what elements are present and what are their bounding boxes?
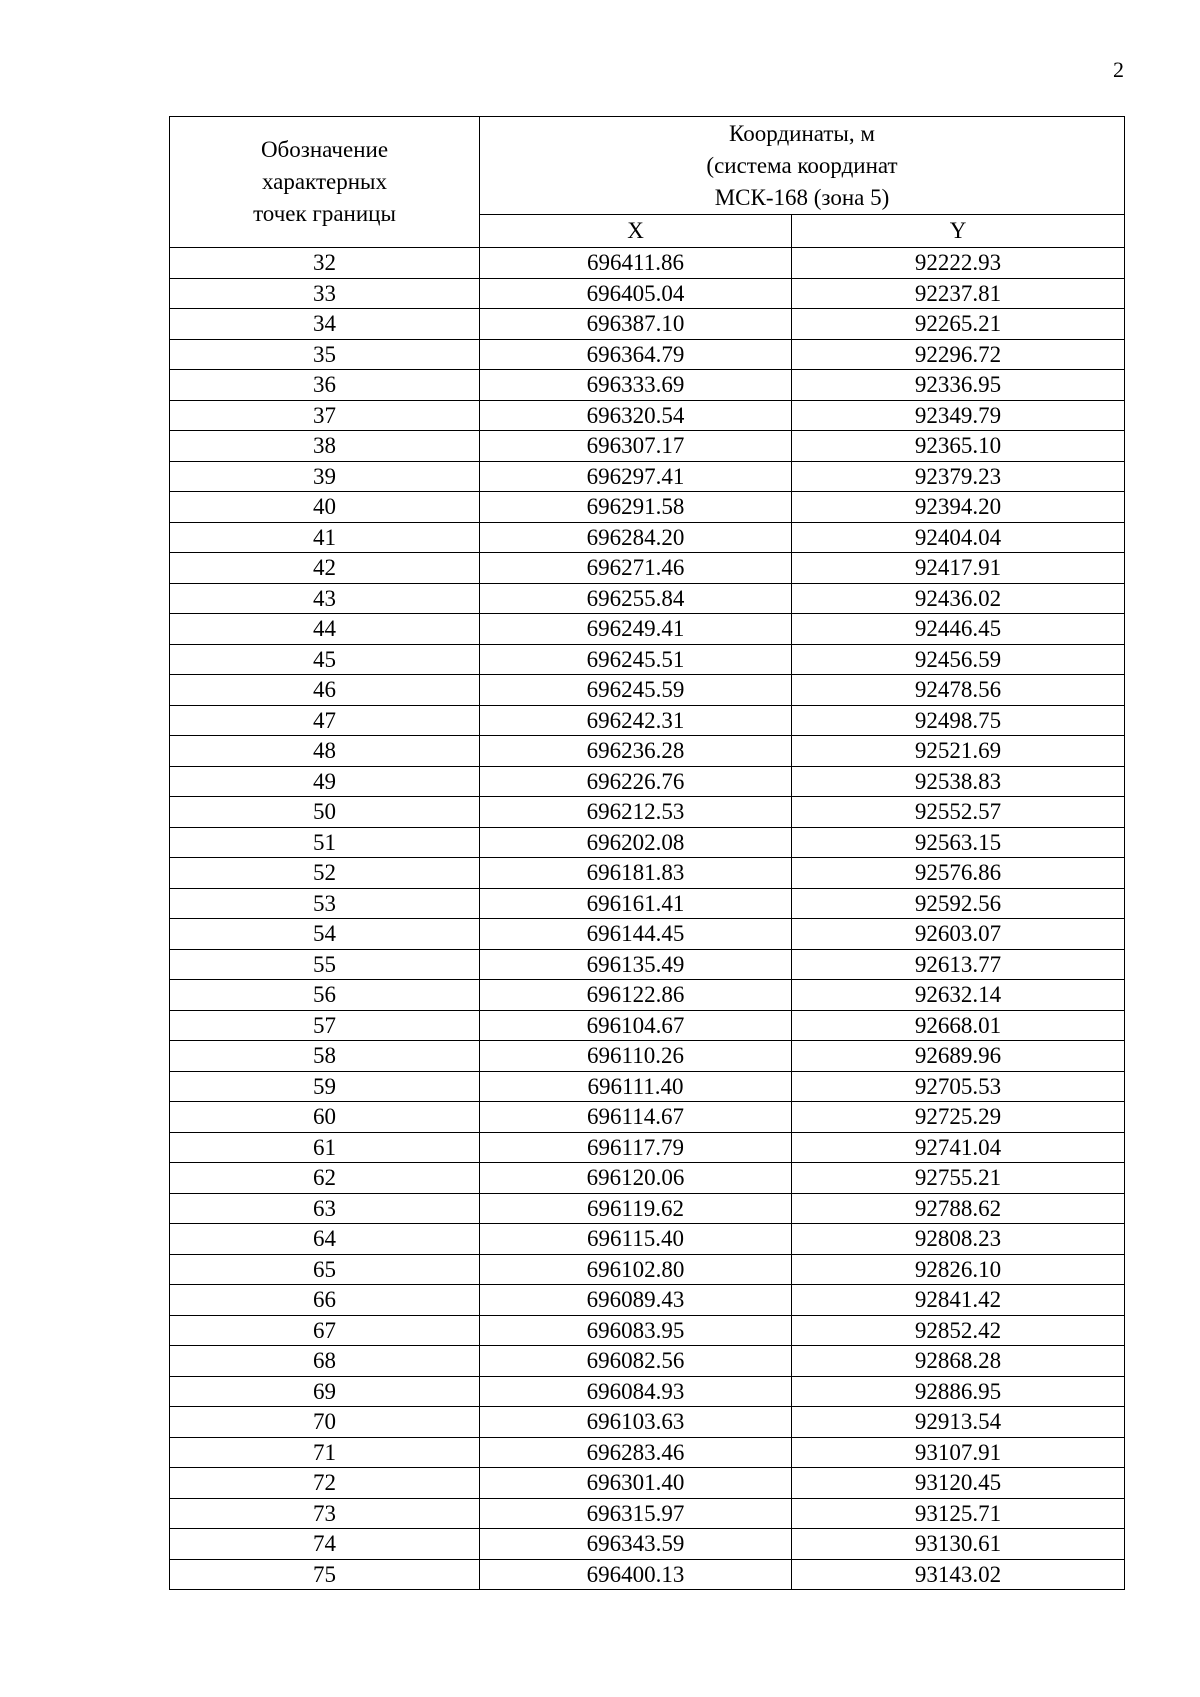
y-coordinate-cell: 92296.72 (792, 339, 1125, 370)
point-cell: 73 (170, 1498, 480, 1529)
table-row (170, 1407, 1125, 1438)
table-row (170, 1285, 1125, 1316)
coords-header-line-3: МСК-168 (зона 5) (714, 184, 890, 210)
table-row (170, 1254, 1125, 1285)
y-coordinate-cell: 92222.93 (792, 248, 1125, 279)
table-row (170, 400, 1125, 431)
x-coordinate-cell: 696117.79 (480, 1132, 792, 1163)
point-cell: 74 (170, 1529, 480, 1560)
point-cell: 59 (170, 1071, 480, 1102)
table-row (170, 888, 1125, 919)
table-row (170, 431, 1125, 462)
point-cell: 66 (170, 1285, 480, 1316)
point-cell: 32 (170, 248, 480, 279)
point-cell: 69 (170, 1376, 480, 1407)
x-coordinate-cell: 696249.41 (480, 614, 792, 645)
y-coordinate-cell: 92668.01 (792, 1010, 1125, 1041)
point-cell: 75 (170, 1559, 480, 1590)
table-row (170, 1102, 1125, 1133)
x-coordinate-cell: 696320.54 (480, 400, 792, 431)
table-row (170, 1559, 1125, 1590)
x-coordinate-cell: 696411.86 (480, 248, 792, 279)
table-header (170, 117, 1125, 248)
table-row (170, 1437, 1125, 1468)
table-row (170, 461, 1125, 492)
y-coordinate-cell: 92456.59 (792, 644, 1125, 675)
y-column-header: Y (792, 215, 1125, 248)
table-row (170, 858, 1125, 889)
y-coordinate-cell: 92826.10 (792, 1254, 1125, 1285)
table-row (170, 675, 1125, 706)
y-coordinate-cell: 92868.28 (792, 1346, 1125, 1377)
table-row (170, 614, 1125, 645)
table-row (170, 736, 1125, 767)
x-coordinate-cell: 696120.06 (480, 1163, 792, 1194)
x-coordinate-cell: 696122.86 (480, 980, 792, 1011)
x-coordinate-cell: 696135.49 (480, 949, 792, 980)
x-coordinate-cell: 696245.59 (480, 675, 792, 706)
y-coordinate-cell: 92349.79 (792, 400, 1125, 431)
x-coordinate-cell: 696212.53 (480, 797, 792, 828)
y-coordinate-cell: 92808.23 (792, 1224, 1125, 1255)
table-row (170, 644, 1125, 675)
table-row (170, 370, 1125, 401)
x-coordinate-cell: 696144.45 (480, 919, 792, 950)
y-coordinate-cell: 92841.42 (792, 1285, 1125, 1316)
point-cell: 46 (170, 675, 480, 706)
table-body (170, 248, 1125, 1590)
table-row (170, 766, 1125, 797)
y-coordinate-cell: 92265.21 (792, 309, 1125, 340)
point-cell: 47 (170, 705, 480, 736)
y-coordinate-cell: 92478.56 (792, 675, 1125, 706)
table-row (170, 705, 1125, 736)
x-coordinate-cell: 696104.67 (480, 1010, 792, 1041)
x-coordinate-cell: 696284.20 (480, 522, 792, 553)
table-row (170, 827, 1125, 858)
y-coordinate-cell: 92576.86 (792, 858, 1125, 889)
x-coordinate-cell: 696245.51 (480, 644, 792, 675)
x-coordinate-cell: 696115.40 (480, 1224, 792, 1255)
point-cell: 64 (170, 1224, 480, 1255)
table-row (170, 492, 1125, 523)
point-cell: 42 (170, 553, 480, 584)
point-cell: 36 (170, 370, 480, 401)
y-coordinate-cell: 92852.42 (792, 1315, 1125, 1346)
y-coordinate-cell: 92394.20 (792, 492, 1125, 523)
point-header-line-3: точек границы (253, 201, 396, 226)
y-coordinate-cell: 92365.10 (792, 431, 1125, 462)
x-column-header: X (480, 215, 792, 248)
y-coordinate-cell: 93107.91 (792, 1437, 1125, 1468)
point-cell: 48 (170, 736, 480, 767)
y-coordinate-cell: 92725.29 (792, 1102, 1125, 1133)
point-cell: 67 (170, 1315, 480, 1346)
x-coordinate-cell: 696236.28 (480, 736, 792, 767)
point-cell: 55 (170, 949, 480, 980)
coordinates-table (169, 116, 1125, 1590)
table-row (170, 1376, 1125, 1407)
point-cell: 57 (170, 1010, 480, 1041)
point-cell: 33 (170, 278, 480, 309)
point-cell: 68 (170, 1346, 480, 1377)
x-coordinate-cell: 696110.26 (480, 1041, 792, 1072)
y-coordinate-cell: 92538.83 (792, 766, 1125, 797)
point-cell: 60 (170, 1102, 480, 1133)
point-header-line-2: характерных (261, 169, 387, 194)
table-row (170, 1346, 1125, 1377)
table-row (170, 980, 1125, 1011)
y-coordinate-cell: 92237.81 (792, 278, 1125, 309)
table-row (170, 1315, 1125, 1346)
y-coordinate-cell: 93130.61 (792, 1529, 1125, 1560)
table-row (170, 522, 1125, 553)
table-row (170, 1132, 1125, 1163)
table-row (170, 1529, 1125, 1560)
x-coordinate-cell: 696387.10 (480, 309, 792, 340)
point-header-line-1: Обозначение (260, 137, 389, 162)
y-coordinate-cell: 92379.23 (792, 461, 1125, 492)
table-row (170, 1041, 1125, 1072)
x-coordinate-cell: 696089.43 (480, 1285, 792, 1316)
y-coordinate-cell: 92689.96 (792, 1041, 1125, 1072)
x-coordinate-cell: 696082.56 (480, 1346, 792, 1377)
x-coordinate-cell: 696119.62 (480, 1193, 792, 1224)
coords-header-line-1: Координаты, м (729, 120, 875, 146)
y-coordinate-cell: 92632.14 (792, 980, 1125, 1011)
x-coordinate-cell: 696301.40 (480, 1468, 792, 1499)
y-coordinate-cell: 92913.54 (792, 1407, 1125, 1438)
y-coordinate-cell: 92336.95 (792, 370, 1125, 401)
x-coordinate-cell: 696291.58 (480, 492, 792, 523)
y-coordinate-cell: 92755.21 (792, 1163, 1125, 1194)
y-coordinate-cell: 93143.02 (792, 1559, 1125, 1590)
y-coordinate-cell: 92436.02 (792, 583, 1125, 614)
point-cell: 49 (170, 766, 480, 797)
table-row (170, 309, 1125, 340)
table-row (170, 553, 1125, 584)
point-cell: 39 (170, 461, 480, 492)
table-row (170, 919, 1125, 950)
point-cell: 61 (170, 1132, 480, 1163)
y-coordinate-cell: 93125.71 (792, 1498, 1125, 1529)
point-cell: 71 (170, 1437, 480, 1468)
y-coordinate-cell: 92741.04 (792, 1132, 1125, 1163)
table-row (170, 1468, 1125, 1499)
y-coordinate-cell: 92563.15 (792, 827, 1125, 858)
y-coordinate-cell: 92446.45 (792, 614, 1125, 645)
table-row (170, 1010, 1125, 1041)
coordinates-group-header (480, 117, 1125, 215)
x-coordinate-cell: 696242.31 (480, 705, 792, 736)
y-coordinate-cell: 92404.04 (792, 522, 1125, 553)
point-cell: 45 (170, 644, 480, 675)
x-coordinate-cell: 696255.84 (480, 583, 792, 614)
x-coordinate-cell: 696271.46 (480, 553, 792, 584)
point-cell: 63 (170, 1193, 480, 1224)
y-coordinate-cell: 92705.53 (792, 1071, 1125, 1102)
y-coordinate-cell: 92521.69 (792, 736, 1125, 767)
table-row (170, 583, 1125, 614)
x-coordinate-cell: 696114.67 (480, 1102, 792, 1133)
header-row-top (170, 117, 1125, 215)
y-coordinate-cell: 92552.57 (792, 797, 1125, 828)
x-coordinate-cell: 696226.76 (480, 766, 792, 797)
point-cell: 65 (170, 1254, 480, 1285)
point-cell: 62 (170, 1163, 480, 1194)
table-row (170, 1498, 1125, 1529)
x-coordinate-cell: 696102.80 (480, 1254, 792, 1285)
y-coordinate-cell: 92886.95 (792, 1376, 1125, 1407)
y-coordinate-cell: 93120.45 (792, 1468, 1125, 1499)
point-cell: 54 (170, 919, 480, 950)
point-cell: 72 (170, 1468, 480, 1499)
table-row (170, 1224, 1125, 1255)
point-cell: 38 (170, 431, 480, 462)
point-cell: 51 (170, 827, 480, 858)
x-coordinate-cell: 696161.41 (480, 888, 792, 919)
point-cell: 52 (170, 858, 480, 889)
point-cell: 34 (170, 309, 480, 340)
x-coordinate-cell: 696111.40 (480, 1071, 792, 1102)
table-row (170, 949, 1125, 980)
x-coordinate-cell: 696202.08 (480, 827, 792, 858)
point-cell: 40 (170, 492, 480, 523)
y-coordinate-cell: 92417.91 (792, 553, 1125, 584)
point-cell: 35 (170, 339, 480, 370)
point-cell: 70 (170, 1407, 480, 1438)
point-column-header (170, 117, 480, 248)
x-coordinate-cell: 696400.13 (480, 1559, 792, 1590)
page-number: 2 (1113, 57, 1124, 82)
table-row (170, 797, 1125, 828)
point-cell: 58 (170, 1041, 480, 1072)
point-cell: 53 (170, 888, 480, 919)
y-coordinate-cell: 92613.77 (792, 949, 1125, 980)
table-row (170, 248, 1125, 279)
x-coordinate-cell: 696315.97 (480, 1498, 792, 1529)
x-coordinate-cell: 696083.95 (480, 1315, 792, 1346)
table-row (170, 339, 1125, 370)
y-coordinate-cell: 92592.56 (792, 888, 1125, 919)
y-coordinate-cell: 92603.07 (792, 919, 1125, 950)
point-cell: 56 (170, 980, 480, 1011)
x-coordinate-cell: 696084.93 (480, 1376, 792, 1407)
point-cell: 41 (170, 522, 480, 553)
point-cell: 43 (170, 583, 480, 614)
x-coordinate-cell: 696297.41 (480, 461, 792, 492)
x-coordinate-cell: 696364.79 (480, 339, 792, 370)
coords-header-line-2: (система координат (706, 152, 898, 178)
x-coordinate-cell: 696307.17 (480, 431, 792, 462)
table-row (170, 1163, 1125, 1194)
point-cell: 44 (170, 614, 480, 645)
table-row (170, 1193, 1125, 1224)
x-coordinate-cell: 696181.83 (480, 858, 792, 889)
x-coordinate-cell: 696343.59 (480, 1529, 792, 1560)
x-coordinate-cell: 696283.46 (480, 1437, 792, 1468)
y-coordinate-cell: 92788.62 (792, 1193, 1125, 1224)
table-row (170, 278, 1125, 309)
y-coordinate-cell: 92498.75 (792, 705, 1125, 736)
x-coordinate-cell: 696333.69 (480, 370, 792, 401)
point-cell: 50 (170, 797, 480, 828)
x-coordinate-cell: 696103.63 (480, 1407, 792, 1438)
table-row (170, 1071, 1125, 1102)
x-coordinate-cell: 696405.04 (480, 278, 792, 309)
point-cell: 37 (170, 400, 480, 431)
